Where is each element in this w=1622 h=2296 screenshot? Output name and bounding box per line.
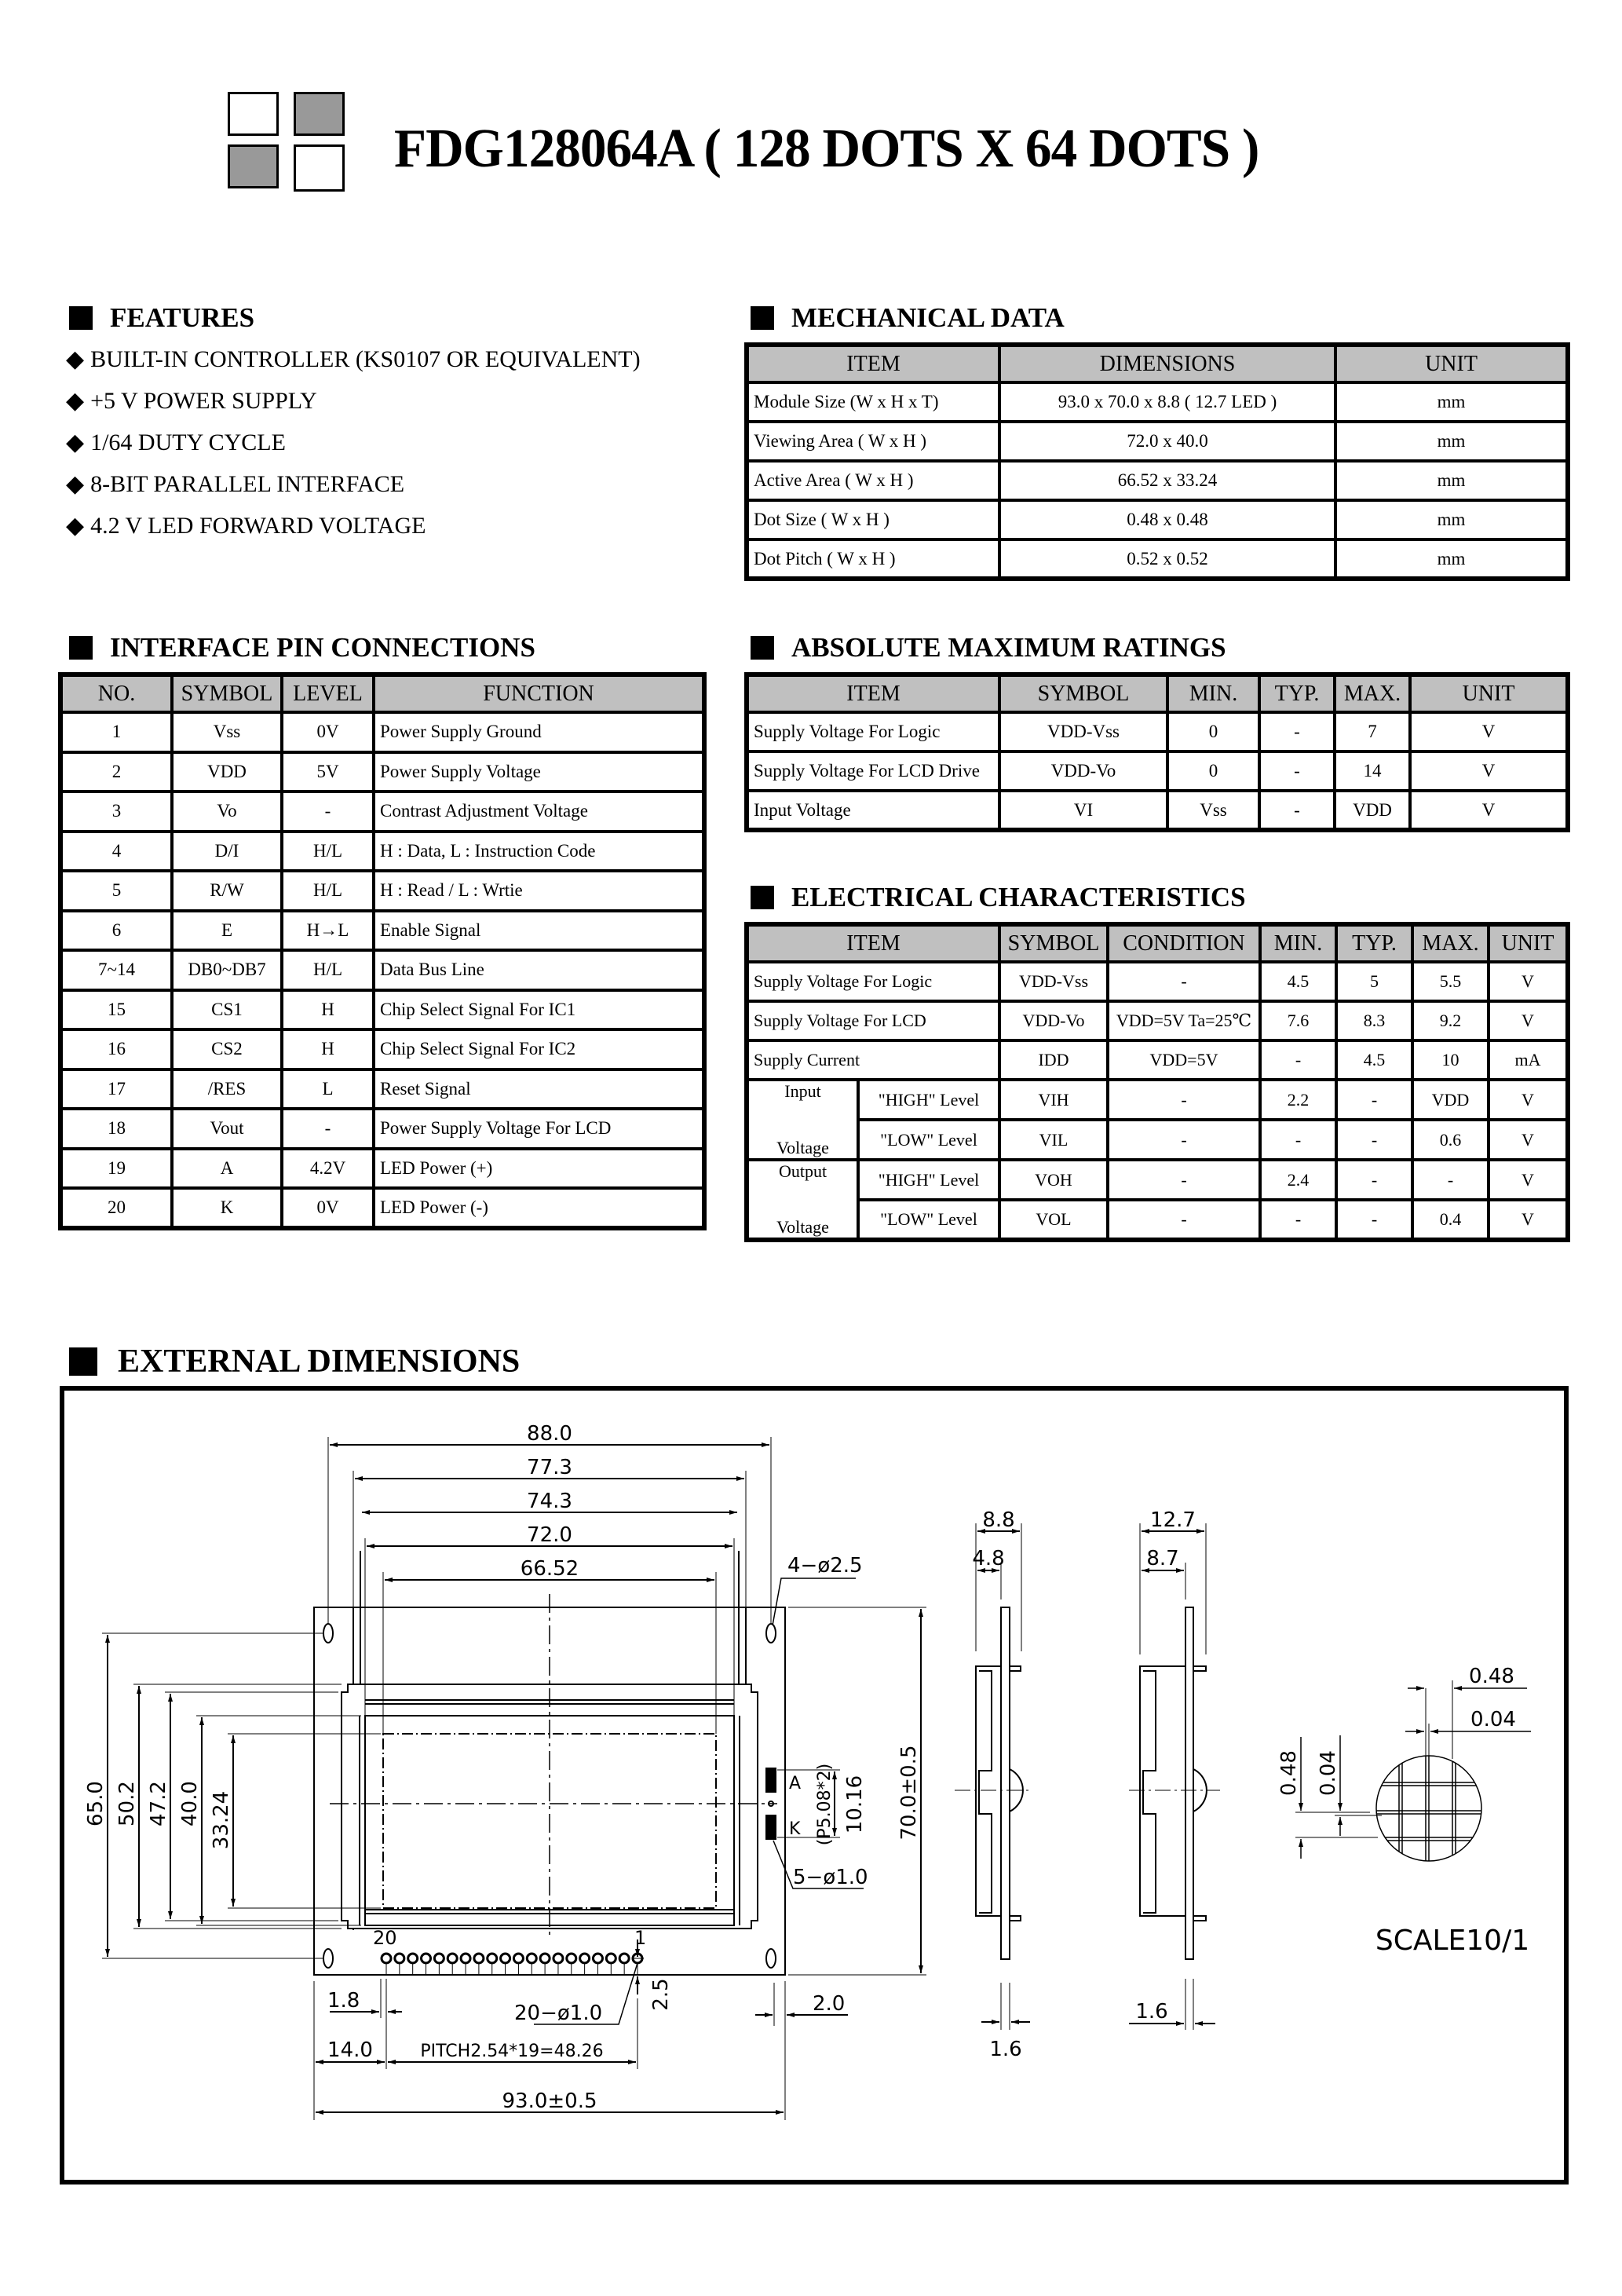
pin-hole-icon: [553, 1954, 563, 1963]
table-cell: -: [282, 792, 374, 832]
column-header: MIN.: [1260, 924, 1336, 962]
side-view: [955, 1523, 1030, 2030]
table-cell: H/L: [282, 871, 374, 911]
table-cell: K: [172, 1188, 282, 1228]
table-cell: -: [1260, 1200, 1336, 1240]
absmax-heading-text: ABSOLUTE MAXIMUM RATINGS: [791, 632, 1226, 663]
column-header: CONDITION: [1108, 924, 1260, 962]
dim-2-5-label: 2.5: [649, 1978, 673, 2011]
feature-text: BUILT-IN CONTROLLER (KS0107 OR EQUIVALENT): [90, 345, 641, 372]
table-cell: VDD: [1335, 791, 1410, 830]
dimension-labels: [84, 1422, 1529, 2113]
led-thickness2-label: 8.7: [1146, 1547, 1179, 1570]
table-cell: VDD-Vo: [999, 751, 1167, 791]
pin-hole-icon: [580, 1954, 590, 1963]
pin-hole-icon: [513, 1954, 523, 1963]
table-cell: V: [1410, 751, 1568, 791]
table-cell: V: [1489, 1080, 1568, 1120]
mount-hole-icon: [323, 1624, 333, 1643]
table-cell: -: [1412, 1160, 1489, 1200]
table-cell: mm: [1335, 461, 1568, 500]
pin-hole-icon: [501, 1954, 510, 1963]
table-cell: H/L: [282, 832, 374, 872]
table-cell: VOH: [999, 1160, 1108, 1200]
table-cell: VIL: [999, 1120, 1108, 1160]
pin-hole-icon: [434, 1954, 444, 1963]
table-cell: Vss: [1167, 791, 1259, 830]
table-cell: -: [1260, 1120, 1336, 1160]
pitch-label: PITCH2.54*19=48.26: [420, 2042, 604, 2061]
page-title: FDG128064A ( 128 DOTS X 64 DOTS ): [394, 119, 1259, 179]
table-cell: D/I: [172, 832, 282, 872]
table-cell: Viewing Area ( W x H ): [747, 422, 999, 461]
features-heading-text: FEATURES: [110, 302, 255, 333]
dim-47-label: 47.2: [147, 1781, 170, 1826]
column-header: UNIT: [1410, 675, 1568, 712]
table-cell: VDD=5V: [1108, 1040, 1260, 1080]
table-cell: Dot Pitch ( W x H ): [747, 539, 999, 579]
pin-hole-icon: [461, 1954, 470, 1963]
table-cell: 15: [60, 990, 172, 1030]
table-cell: 7~14: [60, 950, 172, 990]
column-header: NO.: [60, 675, 172, 712]
table-cell: VI: [999, 791, 1167, 830]
scale-label: SCALE10/1: [1375, 1925, 1530, 1957]
table-cell: -: [1259, 791, 1335, 830]
table-cell: Power Supply Voltage For LCD: [374, 1109, 704, 1149]
dot-height-label: 0.48: [1277, 1750, 1301, 1796]
table-cell: 9.2: [1412, 1001, 1489, 1040]
table-cell: Chip Select Signal For IC2: [374, 1029, 704, 1069]
pin-hole-icon: [474, 1954, 484, 1963]
pin-hole-icon: [606, 1954, 616, 1963]
table-cell: Supply Voltage For LCD Drive: [747, 751, 999, 791]
pin-hole-icon: [567, 1954, 576, 1963]
table-cell: -: [282, 1109, 374, 1149]
feature-text: 1/64 DUTY CYCLE: [90, 429, 286, 455]
table-cell: H: [282, 990, 374, 1030]
table-cell: VDD-Vss: [999, 962, 1108, 1001]
column-header: ITEM: [747, 924, 999, 962]
table-cell: Supply Voltage For LCD: [747, 1001, 999, 1040]
table-cell: H : Read / L : Wrtie: [374, 871, 704, 911]
table-cell: 0.6: [1412, 1120, 1489, 1160]
table-cell: 1: [60, 712, 172, 752]
side-pcb-label: 1.6: [989, 2038, 1022, 2061]
table-cell: 2.4: [1260, 1160, 1336, 1200]
pin1-label: 1: [634, 1927, 647, 1949]
panel-side: [979, 1671, 992, 1913]
pin-hole-icon: [395, 1954, 404, 1963]
led-holes-label: 5−ø1.0: [793, 1866, 868, 1889]
table-cell: -: [1108, 1080, 1260, 1120]
table-cell: H: [282, 1029, 374, 1069]
table-cell: V: [1410, 791, 1568, 830]
column-header: UNIT: [1489, 924, 1568, 962]
table-cell: 2.2: [1260, 1080, 1336, 1120]
table-cell: mm: [1335, 539, 1568, 579]
led-side-view: [1129, 1523, 1220, 2030]
diamond-bullet-icon: ◆: [66, 346, 85, 372]
table-cell: VDD-Vo: [999, 1001, 1108, 1040]
pin-hole-icon: [619, 1954, 629, 1963]
table-cell: Vss: [172, 712, 282, 752]
table-cell: Reset Signal: [374, 1069, 704, 1110]
table-cell: -: [1108, 1120, 1260, 1160]
dot-width-label: 0.48: [1469, 1665, 1514, 1688]
table-cell: VDD=5V Ta=25℃: [1108, 1001, 1260, 1040]
table-cell: -: [1336, 1200, 1412, 1240]
column-header: MIN.: [1167, 675, 1259, 712]
column-header: SYMBOL: [999, 924, 1108, 962]
pin-holes-label: 20−ø1.0: [514, 2002, 603, 2025]
column-header: FUNCTION: [374, 675, 704, 712]
column-header: MAX.: [1412, 924, 1489, 962]
table-cell: 4.5: [1260, 962, 1336, 1001]
pin-hole-icon: [527, 1954, 536, 1963]
dim-2-0-label: 2.0: [813, 1992, 846, 2016]
table-cell: "LOW" Level: [858, 1120, 999, 1160]
table-cell: Module Size (W x H x T): [747, 382, 999, 422]
led-pcb-label: 1.6: [1135, 2000, 1168, 2024]
table-cell: Vo: [172, 792, 282, 832]
table-cell: DB0~DB7: [172, 950, 282, 990]
pin-hole-icon: [540, 1954, 550, 1963]
column-header: TYP.: [1259, 675, 1335, 712]
pin-hole-icon: [422, 1954, 431, 1963]
table-cell: mA: [1489, 1040, 1568, 1080]
table-cell: -: [1336, 1160, 1412, 1200]
table-cell: CS2: [172, 1029, 282, 1069]
table-cell: 17: [60, 1069, 172, 1110]
pin-hole-icon: [593, 1954, 602, 1963]
table-cell: IDD: [999, 1040, 1108, 1080]
table-cell: 2: [60, 752, 172, 792]
table-cell: LED Power (+): [374, 1149, 704, 1189]
table-cell: 8.3: [1336, 1001, 1412, 1040]
dim-40-label: 40.0: [178, 1781, 202, 1826]
column-header: MAX.: [1335, 675, 1410, 712]
table-cell: Supply Voltage For Logic: [747, 712, 999, 751]
pin-hole-icon: [382, 1954, 391, 1963]
pins-heading-text: INTERFACE PIN CONNECTIONS: [110, 632, 535, 663]
table-cell: Power Supply Voltage: [374, 752, 704, 792]
table-cell: 5V: [282, 752, 374, 792]
dim-72-label: 72.0: [527, 1523, 572, 1547]
table-cell: -: [1108, 1160, 1260, 1200]
dim-50-label: 50.2: [115, 1781, 139, 1826]
column-header: SYMBOL: [999, 675, 1167, 712]
table-cell: "HIGH" Level: [858, 1080, 999, 1120]
table-cell: 6: [60, 911, 172, 951]
table-cell: 5.5: [1412, 962, 1489, 1001]
bezel-side: [1140, 1666, 1206, 1921]
column-header: ITEM: [747, 345, 999, 382]
table-cell: Chip Select Signal For IC1: [374, 990, 704, 1030]
dot-vgap-label: 0.04: [1317, 1750, 1340, 1796]
column-header: ITEM: [747, 675, 999, 712]
table-cell: V: [1489, 1001, 1568, 1040]
table-cell: VDD: [1412, 1080, 1489, 1120]
table-cell: 0V: [282, 712, 374, 752]
led-pitch-label: (P5.08*2): [815, 1763, 835, 1846]
dim-70-label: 70.0±0.5: [897, 1745, 921, 1841]
dot-gap-label: 0.04: [1470, 1708, 1516, 1731]
table-cell: 66.52 x 33.24: [999, 461, 1335, 500]
column-header: DIMENSIONS: [999, 345, 1335, 382]
table-cell: -: [1108, 962, 1260, 1001]
dim-93-label: 93.0±0.5: [502, 2089, 597, 2113]
dim-74-label: 74.3: [527, 1490, 572, 1513]
side-thickness2-label: 4.8: [972, 1547, 1005, 1570]
diamond-bullet-icon: ◆: [66, 471, 85, 497]
diamond-bullet-icon: ◆: [66, 430, 85, 455]
table-cell: 5: [60, 871, 172, 911]
table-cell: -: [1336, 1080, 1412, 1120]
table-cell: VOL: [999, 1200, 1108, 1240]
table-cell: V: [1489, 1160, 1568, 1200]
table-cell: 20: [60, 1188, 172, 1228]
table-cell: Input: [747, 1080, 858, 1120]
pcb-side: [1001, 1607, 1010, 1959]
electrical-heading-text: ELECTRICAL CHARACTERISTICS: [791, 882, 1246, 912]
pcb-side: [1185, 1607, 1193, 1959]
table-cell: mm: [1335, 500, 1568, 539]
table-cell: 7.6: [1260, 1001, 1336, 1040]
table-cell: H : Data, L : Instruction Code: [374, 832, 704, 872]
table-cell: VDD-Vss: [999, 712, 1167, 751]
table-cell: 4.2V: [282, 1149, 374, 1189]
table-cell: V: [1489, 1120, 1568, 1160]
table-cell: "HIGH" Level: [858, 1160, 999, 1200]
table-cell: VIH: [999, 1080, 1108, 1120]
table-cell: /RES: [172, 1069, 282, 1110]
table-cell: V: [1489, 962, 1568, 1001]
pin-hole-icon: [408, 1954, 418, 1963]
table-cell: 4.5: [1336, 1040, 1412, 1080]
table-cell: 0.48 x 0.48: [999, 500, 1335, 539]
table-cell: Dot Size ( W x H ): [747, 500, 999, 539]
table-cell: -: [1259, 712, 1335, 751]
table-cell: 0V: [282, 1188, 374, 1228]
table-cell: Contrast Adjustment Voltage: [374, 792, 704, 832]
drawing-heading-text: EXTERNAL DIMENSIONS: [118, 1344, 521, 1380]
bezel-side: [976, 1666, 1021, 1921]
table-cell: 72.0 x 40.0: [999, 422, 1335, 461]
table-cell: mm: [1335, 382, 1568, 422]
table-cell: "LOW" Level: [858, 1200, 999, 1240]
table-cell: 19: [60, 1149, 172, 1189]
led-span-label: 10.16: [843, 1775, 867, 1834]
led-thickness-label: 12.7: [1150, 1508, 1196, 1532]
table-cell: -: [1259, 751, 1335, 791]
pin-header: [382, 1954, 642, 1975]
table-cell: mm: [1335, 422, 1568, 461]
table-cell: E: [172, 911, 282, 951]
diamond-bullet-icon: ◆: [66, 513, 85, 539]
table-cell: -: [1260, 1040, 1336, 1080]
table-cell: 0: [1167, 712, 1259, 751]
table-cell: Supply Voltage For Logic: [747, 962, 999, 1001]
led-anode-label: A: [789, 1774, 802, 1793]
table-cell: Voltage: [747, 1200, 858, 1240]
column-header: TYP.: [1336, 924, 1412, 962]
table-cell: Enable Signal: [374, 911, 704, 951]
table-cell: V: [1489, 1200, 1568, 1240]
dim-65-label: 65.0: [84, 1781, 108, 1826]
panel-side: [1143, 1671, 1156, 1913]
table-cell: Supply Current: [747, 1040, 999, 1080]
table-cell: Input Voltage: [747, 791, 999, 830]
table-cell: Active Area ( W x H ): [747, 461, 999, 500]
mount-hole-icon: [323, 1949, 333, 1968]
table-cell: -: [1108, 1200, 1260, 1240]
feature-text: +5 V POWER SUPPLY: [90, 387, 317, 414]
table-cell: 7: [1335, 712, 1410, 751]
mechanical-heading-text: MECHANICAL DATA: [791, 302, 1065, 333]
table-cell: 18: [60, 1109, 172, 1149]
table-cell: 5: [1336, 962, 1412, 1001]
table-cell: Data Bus Line: [374, 950, 704, 990]
dim-1-8-label: 1.8: [327, 1989, 360, 2013]
side-thickness-label: 8.8: [982, 1508, 1015, 1532]
dim-33-label: 33.24: [210, 1790, 233, 1850]
table-cell: 0: [1167, 751, 1259, 791]
table-cell: Vout: [172, 1109, 282, 1149]
table-cell: L: [282, 1069, 374, 1110]
table-cell: VDD: [172, 752, 282, 792]
table-cell: A: [172, 1149, 282, 1189]
led-anode-pad: [766, 1768, 776, 1792]
table-cell: Output: [747, 1160, 858, 1200]
table-cell: 16: [60, 1029, 172, 1069]
table-cell: -: [1336, 1120, 1412, 1160]
feature-text: 8-BIT PARALLEL INTERFACE: [90, 470, 405, 497]
table-cell: LED Power (-): [374, 1188, 704, 1228]
feature-text: 4.2 V LED FORWARD VOLTAGE: [90, 512, 426, 539]
table-cell: 3: [60, 792, 172, 832]
dim-88-label: 88.0: [527, 1422, 572, 1446]
column-header: UNIT: [1335, 345, 1568, 382]
led-cathode-label: K: [789, 1819, 801, 1839]
table-cell: V: [1410, 712, 1568, 751]
table-cell: 93.0 x 70.0 x 8.8 ( 12.7 LED ): [999, 382, 1335, 422]
column-header: LEVEL: [282, 675, 374, 712]
table-cell: Power Supply Ground: [374, 712, 704, 752]
pin20-label: 20: [373, 1927, 397, 1949]
table-cell: CS1: [172, 990, 282, 1030]
dot-grid: [1366, 1751, 1492, 1869]
holes-label: 4−ø2.5: [787, 1554, 863, 1578]
table-cell: H/L: [282, 950, 374, 990]
diamond-bullet-icon: ◆: [66, 388, 85, 414]
table-cell: 10: [1412, 1040, 1489, 1080]
dim-66-label: 66.52: [520, 1557, 579, 1581]
table-cell: 14: [1335, 751, 1410, 791]
table-cell: 0.52 x 0.52: [999, 539, 1335, 579]
table-cell: Voltage: [747, 1120, 858, 1160]
column-header: SYMBOL: [172, 675, 282, 712]
mount-hole-icon: [766, 1949, 776, 1968]
table-cell: R/W: [172, 871, 282, 911]
led-cathode-pad: [766, 1815, 776, 1839]
dim-77-label: 77.3: [527, 1456, 572, 1479]
table-cell: H→L: [282, 911, 374, 951]
mount-hole-icon: [766, 1624, 776, 1643]
pin-hole-icon: [488, 1954, 497, 1963]
table-cell: 0.4: [1412, 1200, 1489, 1240]
table-cell: 4: [60, 832, 172, 872]
pin-hole-icon: [448, 1954, 457, 1963]
dim-14-label: 14.0: [327, 2038, 373, 2062]
